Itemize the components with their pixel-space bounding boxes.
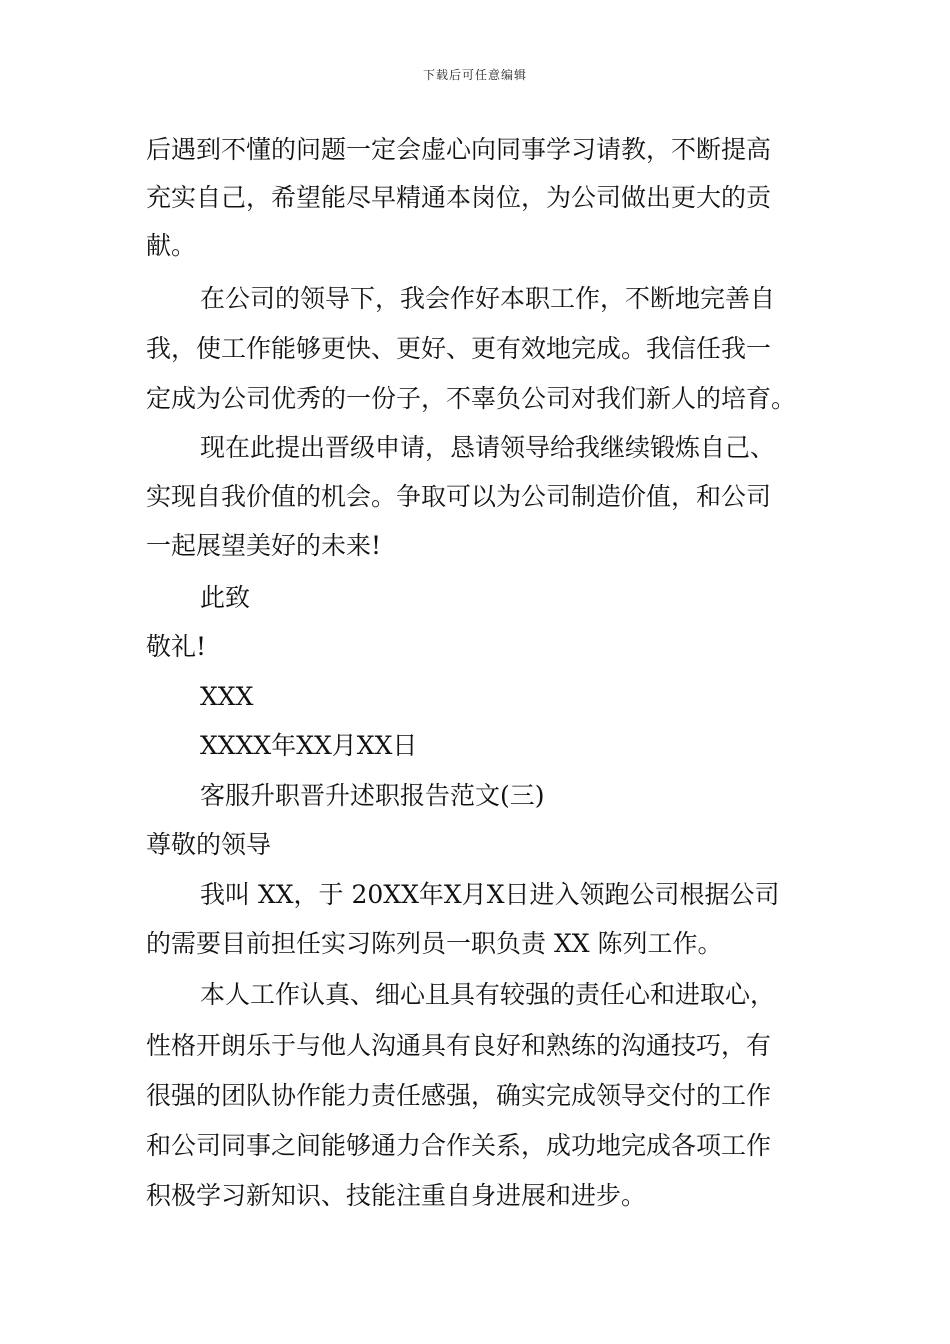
paragraph-line: 充实自己，希望能尽早精通本岗位，为公司做出更大的贡 [146, 183, 772, 212]
salutation-line: 此致 [200, 583, 251, 612]
paragraph-line: 和公司同事之间能够通力合作关系，成功地完成各项工作 [146, 1131, 772, 1160]
signature-date: XXXX年XX月XX日 [200, 731, 418, 760]
page-header: 下载后可任意编辑 [422, 68, 527, 82]
paragraph-line: 后遇到不懂的问题一定会虚心向同事学习请教，不断提高 [146, 135, 772, 164]
paragraph-line: 本人工作认真、细心且具有较强的责任心和进取心， [200, 980, 776, 1009]
section-title: 客服升职晋升述职报告范文(三) [200, 781, 545, 810]
paragraph-line: 积极学习新知识、技能注重自身进展和进步。 [146, 1181, 647, 1210]
paragraph-line: 我叫 XX，于 20XX年X月X日进入领跑公司根据公司 [200, 880, 780, 909]
paragraph-line: 的需要目前担任实习陈列员一职负责 XX 陈列工作。 [146, 929, 723, 958]
paragraph-line: 性格开朗乐于与他人沟通具有良好和熟练的沟通技巧，有 [146, 1031, 772, 1060]
paragraph-line: 实现自我价值的机会。争取可以为公司制造价值，和公司 [146, 482, 772, 511]
paragraph-line: 一起展望美好的未来! [146, 531, 382, 560]
greeting-line: 尊敬的领导 [146, 830, 272, 859]
paragraph-line: 很强的团队协作能力责任感强，确实完成领导交付的工作 [146, 1081, 772, 1110]
paragraph-line: 我，使工作能够更快、更好、更有效地完成。我信任我一 [146, 334, 772, 363]
salutation-line: 敬礼! [146, 632, 207, 661]
paragraph-line: 献。 [146, 231, 197, 260]
paragraph-line: 在公司的领导下，我会作好本职工作，不断地完善自 [200, 284, 776, 313]
paragraph-line: 现在此提出晋级申请，恳请领导给我继续锻炼自己、 [200, 433, 776, 462]
paragraph-line: 定成为公司优秀的一份子，不辜负公司对我们新人的培育。 [146, 384, 797, 413]
signature-name: XXX [200, 682, 254, 711]
